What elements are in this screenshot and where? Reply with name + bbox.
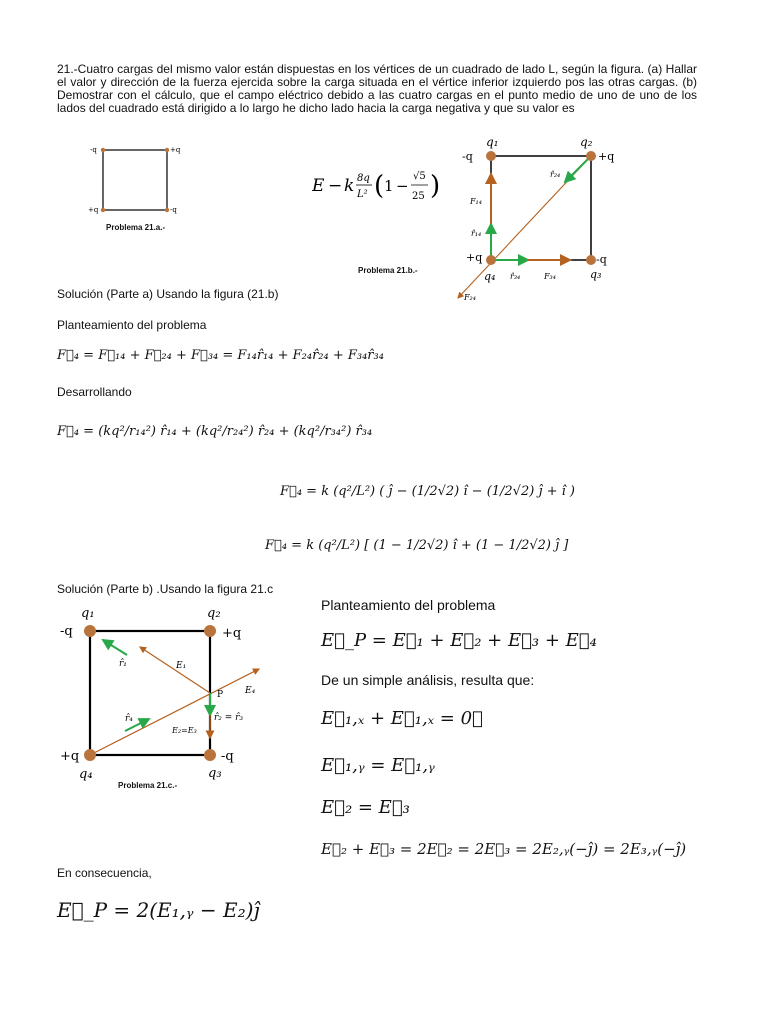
consecuencia: En consecuencia,	[57, 866, 152, 880]
analisis: De un simple análisis, resulta que:	[321, 672, 535, 688]
label-br: -q	[596, 253, 607, 266]
charge-br	[165, 208, 169, 212]
label-F34: F₃₄	[544, 272, 556, 281]
charge-q2	[204, 625, 216, 637]
eq-e2e3-sum: E⃗₂ + E⃗₃ = 2E⃗₂ = 2E⃗₃ = 2E₂,ᵧ(−ĵ) = 2E₃,ᵧ(−ĵ)	[321, 840, 687, 858]
label-tr: +q	[170, 146, 181, 154]
svg-text:−: −	[396, 177, 409, 195]
label-r34: r̂₃₄	[510, 272, 521, 281]
eq-f4-dev-2: F⃗₄ = k (q²/L²) ( ĵ − (1/2√2) î − (1/2√2) ĵ + î )	[280, 484, 575, 499]
svg-text:√5: √5	[413, 171, 426, 182]
unit-r24-arrow	[565, 156, 591, 182]
label-r24: r̂₂₄	[550, 170, 561, 179]
svg-text:k: k	[344, 176, 355, 196]
solution-b-heading: Solución (Parte b) .Usando la figura 21.c	[57, 582, 274, 596]
eq-f4-dev-1: F⃗₄ = (kq²/r₁₄²) r̂₁₄ + (kq²/r₂₄²) r̂₂₄ + (kq²/r₃₄²) r̂₃₄	[57, 424, 373, 439]
charge-q2	[586, 151, 596, 161]
label-br: -q	[170, 206, 177, 214]
solution-a-heading: Solución (Parte a) Usando la figura (21.b)	[57, 287, 279, 301]
label-q1: q₁	[486, 135, 499, 149]
label-E2E3: E₂=E₃	[172, 726, 197, 735]
field-1-line	[140, 647, 210, 693]
charge-q4	[486, 255, 496, 265]
label-F14: F₁₄	[470, 197, 482, 206]
label-r2r3: r̂₂ = r̂₃	[214, 713, 244, 723]
charge-tl	[101, 148, 105, 152]
svg-text:25: 25	[412, 191, 425, 202]
planteamiento-a: Planteamiento del problema	[57, 318, 207, 332]
desarrollando: Desarrollando	[57, 385, 132, 399]
eq-e1y: E⃗₁,ᵧ = E⃗₁,ᵧ	[321, 755, 435, 776]
eq-e2e3: E⃗₂ = E⃗₃	[321, 797, 410, 818]
label-r1: r̂₁	[119, 659, 127, 669]
charge-bl	[101, 208, 105, 212]
label-tr: +q	[222, 626, 242, 641]
label-q4: q₄	[79, 767, 93, 782]
svg-text:E: E	[312, 176, 325, 196]
svg-text:8q: 8q	[357, 173, 370, 184]
label-r14: r̂₁₄	[471, 229, 482, 238]
label-q4: q₄	[484, 270, 496, 283]
charge-q1	[84, 625, 96, 637]
label-bl: +q	[60, 749, 80, 764]
svg-text:1: 1	[384, 177, 394, 195]
eq-ep-final: E⃗_P = 2(E₁,ᵧ − E₂)ĵ	[57, 898, 260, 922]
label-tl: -q	[90, 146, 97, 154]
charge-tr	[165, 148, 169, 152]
charge-q3	[586, 255, 596, 265]
eq-f4-setup: F⃗₄ = F⃗₁₄ + F⃗₂₄ + F⃗₃₄ = F₁₄r̂₁₄ + F₂₄r̂₂₄ + F₃₄r̂₃₄	[57, 348, 384, 363]
label-tr: +q	[598, 150, 615, 163]
label-br: -q	[221, 749, 234, 764]
charge-q4	[84, 749, 96, 761]
caption-21b: Problema 21.b.-	[358, 266, 418, 275]
unit-r1-arrow	[103, 640, 127, 655]
eq-e1x: E⃗₁,ₓ + E⃗₁,ₓ = 0⃗	[321, 708, 483, 729]
label-F24: F₂₄	[464, 293, 476, 302]
caption-21c: Problema 21.c.-	[118, 781, 178, 790]
label-bl: +q	[466, 251, 483, 264]
eq-f4-dev-3: F⃗₄ = k (q²/L²) [ (1 − 1/2√2) î + (1 − 1/2√2) ĵ ]	[265, 538, 569, 553]
svg-text:L²: L²	[357, 189, 368, 200]
charge-q1	[486, 151, 496, 161]
label-q3: q₃	[208, 766, 222, 781]
figure-21a	[80, 140, 200, 235]
svg-text:(: (	[374, 171, 385, 201]
result-equation	[312, 163, 452, 214]
figure-21b	[440, 132, 640, 304]
label-bl: +q	[88, 206, 99, 214]
label-q1: q₁	[81, 606, 95, 621]
svg-text:): )	[430, 171, 441, 201]
charge-q3	[204, 749, 216, 761]
figure-21c	[55, 600, 270, 790]
planteamiento-b: Planteamiento del problema	[321, 597, 496, 613]
label-P: P	[217, 690, 224, 700]
eq-ep-setup: E⃗_P = E⃗₁ + E⃗₂ + E⃗₃ + E⃗₄	[321, 630, 597, 651]
label-tl: -q	[60, 624, 73, 639]
field-4-line	[90, 669, 259, 755]
problem-statement: 21.-Cuatro cargas del mismo valor están dispuestas en los vértices de un cuadrado de lado L, según la figura. (a) Hallar el valor y dirección de la fuerza ejercida sobre la carga situada en el vértice inferior izquierdo pos las otras cargas. (b) Demostrar con el cálculo, que el campo eléctrico debido a las cuatro cargas en el punto medio de uno de uno de los lados del cuadrado está dirigido a lo largo he dicho lado hacia la carga negativa y que su valor es	[57, 62, 697, 115]
label-q2: q₂	[207, 606, 221, 621]
label-q2: q₂	[580, 135, 593, 149]
svg-text:−: −	[328, 176, 343, 196]
label-E4: E₄	[245, 686, 256, 696]
caption-21a: Problema 21.a.-	[106, 223, 166, 232]
label-E1: E₁	[176, 661, 187, 671]
label-tl: -q	[462, 150, 473, 163]
label-r4: r̂₄	[125, 714, 133, 724]
label-q3: q₃	[590, 268, 602, 281]
